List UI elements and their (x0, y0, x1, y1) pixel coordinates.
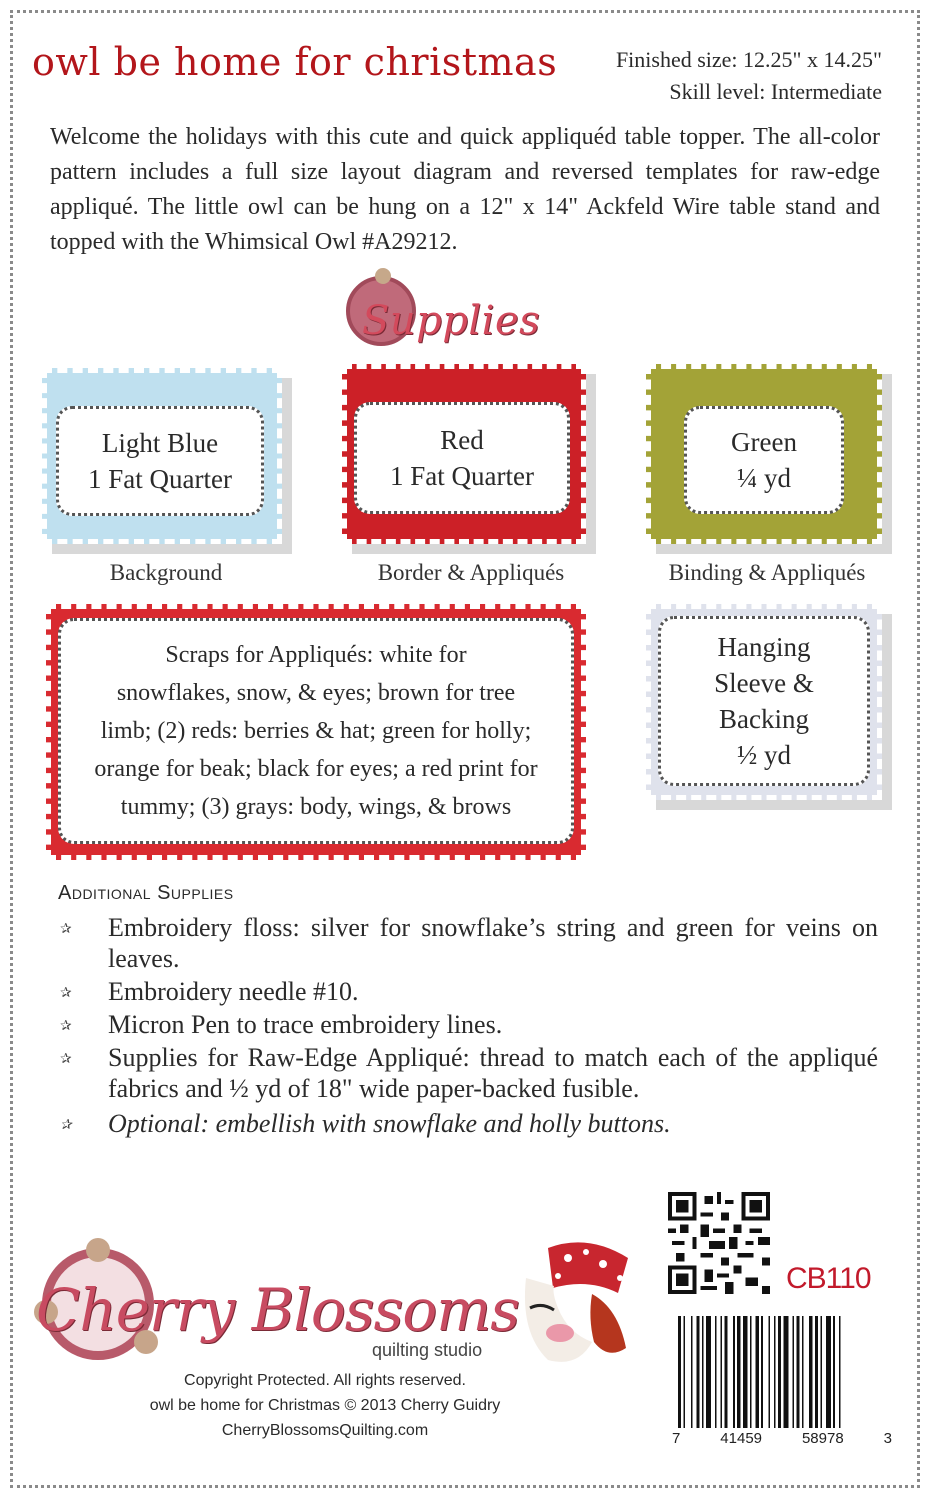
list-item: ✰ Embroidery floss: silver for snowflake’s string and green for veins on leaves. (60, 913, 878, 973)
star-bullet-icon: ✰ (60, 1118, 72, 1133)
list-item: ✰ Supplies for Raw-Edge Appliqué: thread to match each of the appliqué fabrics and ½ yd of 18" wide paper-backed fusible. (60, 1043, 878, 1103)
fabric-caption: Binding & Appliqués (668, 560, 866, 585)
additional-supplies-list (58, 912, 878, 1141)
star-bullet-icon: ✰ (60, 986, 72, 1001)
pattern-title: owl be home for christmas (32, 40, 558, 84)
backing-label-card: Hanging Sleeve & Backing ½ yd (658, 616, 870, 786)
qr-code-icon (668, 1192, 770, 1294)
scraps-label-card: Scraps for Appliqués: white for snowflakes, snow, & eyes; brown for tree limb; (2) reds: berries & hat; green for holly; orange for beak; black for eyes; a red print for tummy; (3) grays: body, wings, & brows (58, 618, 574, 844)
list-item-optional: ✰ Optional: embellish with snowflake and holly buttons. (58, 1108, 878, 1139)
fabric-swatch-red (342, 364, 586, 544)
additional-supplies-heading: Additional Supplies (58, 882, 234, 904)
ornament-knob-icon (86, 1238, 110, 1262)
star-bullet-icon: ✰ (60, 1052, 72, 1067)
fabric-label-card: Light Blue 1 Fat Quarter (56, 406, 264, 516)
pattern-meta (616, 44, 882, 108)
skill-level: Skill level: Intermediate (669, 79, 882, 104)
fabric-swatch-green (646, 364, 882, 544)
fabric-label-card: Green ¼ yd (684, 406, 844, 514)
brand-name: Cherry Blossoms (36, 1276, 520, 1344)
girl-face-illustration-icon (508, 1238, 654, 1368)
supplies-heading: Supplies (362, 298, 541, 344)
fabric-swatch-scraps (46, 604, 586, 860)
finished-size: Finished size: 12.25" x 14.25" (615, 47, 882, 72)
fabric-caption: Border & Appliqués (377, 560, 565, 585)
star-bullet-icon: ✰ (60, 922, 72, 937)
list-item: ✰ Embroidery needle #10. (58, 976, 878, 1007)
barcode-icon (676, 1316, 888, 1428)
list-item: ✰ Micron Pen to trace embroidery lines. (58, 1009, 878, 1040)
copyright-footer: Copyright Protected. All rights reserved. owl be home for Christmas © 2013 Cherry Guidry CherryBlossomsQuilting.com (149, 1372, 501, 1439)
fabric-caption: Background (109, 560, 223, 585)
brand-subtitle: quilting studio (372, 1340, 483, 1360)
intro-paragraph: Welcome the holidays with this cute and quick appliquéd table topper. The all-color pattern includes a full size layout diagram and reversed templates for raw-edge appliqué. The little owl can be hung on a 12" x 14" Ackfeld Wire table stand and topped with the Whimsical Owl #A29212. (50, 124, 880, 255)
star-bullet-icon: ✰ (60, 1019, 72, 1034)
fabric-label-card: Red 1 Fat Quarter (354, 402, 570, 514)
barcode-digits: 7 41459 58978 3 (672, 1430, 892, 1447)
fabric-swatch-light-blue (42, 368, 282, 544)
fabric-swatch-backing (646, 604, 882, 800)
pattern-code: CB110 (786, 1262, 871, 1295)
